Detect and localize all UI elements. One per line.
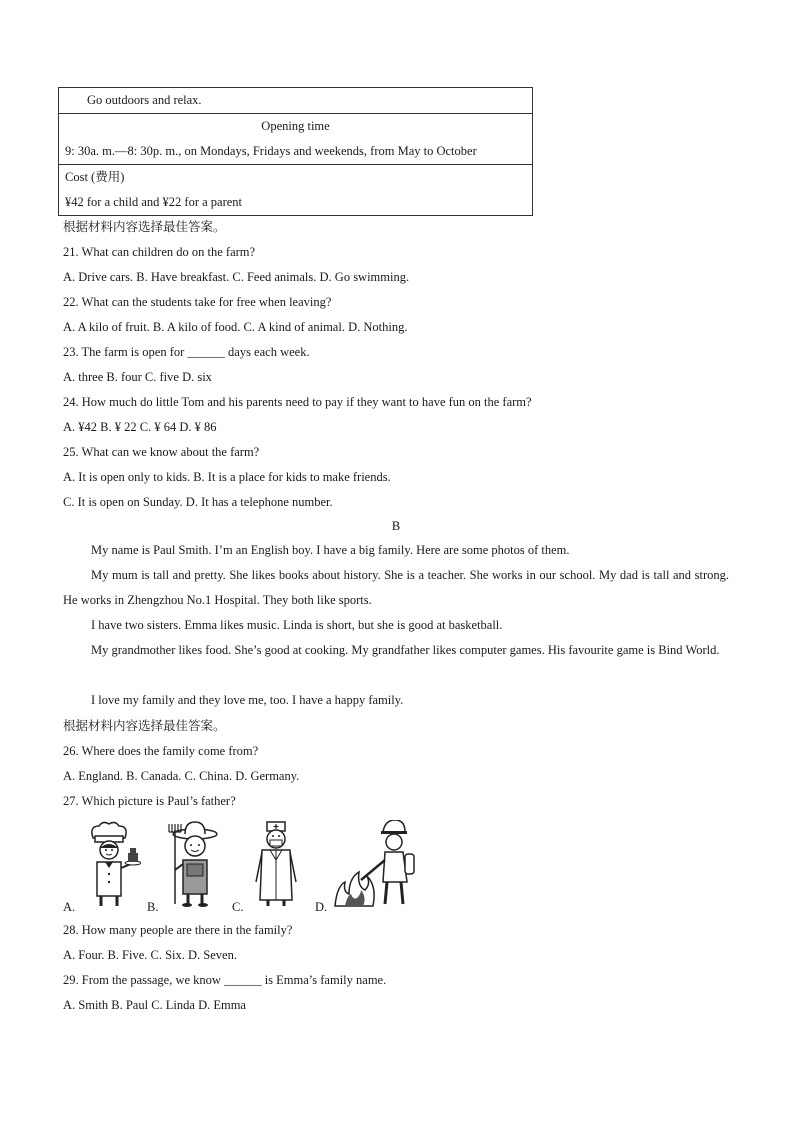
question-21-options: A. Drive cars. B. Have breakfast. C. Feed animals. D. Go swimming. [63,270,410,284]
opening-time-title: Opening time [261,119,330,133]
passage-paragraph-2: My mum is tall and pretty. She likes books about history. She is a teacher. She works in our school. My dad is tall and strong. He works in Zhengzhou No.1 Hospital. They both like sports. [63,568,729,607]
question-21: 21. What can children do on the farm? [63,245,256,259]
firefighter-picture [331,820,427,910]
picture-label-b: B. [147,900,159,914]
section-b-heading: B [391,519,401,533]
chef-picture [77,820,141,908]
instruction-b: 根据材料内容选择最佳答案。 [63,719,226,733]
question-22: 22. What can the students take for free when leaving? [63,295,332,309]
question-22-options: A. A kilo of fruit. B. A kilo of food. C. A kind of animal. D. Nothing. [63,320,408,334]
passage-paragraph-5: I love my family and they love me, too. I have a happy family. [91,693,404,707]
picture-label-a: A. [63,900,76,914]
question-28-options: A. Four. B. Five. C. Six. D. Seven. [63,948,237,962]
question-27-pictures [63,820,463,915]
picture-label-c: C. [232,900,244,914]
cost-title: Cost (费用) [65,170,125,184]
question-27: 27. Which picture is Paul’s father? [63,794,236,808]
question-25-options-cd: C. It is open on Sunday. D. It has a telephone number. [63,495,333,509]
activity-cell: Go outdoors and relax. [87,93,202,107]
question-23: 23. The farm is open for ______ days each week. [63,345,310,359]
question-24: 24. How much do little Tom and his parents need to pay if they want to have fun on the farm? [63,395,532,409]
farm-info-table [58,87,533,216]
picture-label-d: D. [315,900,328,914]
farmer-picture [161,820,225,908]
question-26-options: A. England. B. Canada. C. China. D. Germany. [63,769,300,783]
passage-paragraph-4: My grandmother likes food. She’s good at cooking. My grandfather likes computer games. His favourite game is Bind World. [91,643,720,657]
passage-paragraph-3: I have two sisters. Emma likes music. Linda is short, but she is good at basketball. [91,618,503,632]
question-29-options: A. Smith B. Paul C. Linda D. Emma [63,998,246,1012]
question-25-options-ab: A. It is open only to kids. B. It is a place for kids to make friends. [63,470,391,484]
doctor-picture [246,820,310,908]
opening-time-text: 9: 30a. m.—8: 30p. m., on Mondays, Fridays and weekends, from May to October [65,144,477,158]
question-28: 28. How many people are there in the family? [63,923,293,937]
cost-text: ¥42 for a child and ¥22 for a parent [65,195,243,209]
question-23-options: A. three B. four C. five D. six [63,370,212,384]
instruction-a: 根据材料内容选择最佳答案。 [63,220,226,234]
question-24-options: A. ¥42 B. ¥ 22 C. ¥ 64 D. ¥ 86 [63,420,217,434]
question-26: 26. Where does the family come from? [63,744,259,758]
question-29: 29. From the passage, we know ______ is Emma’s family name. [63,973,387,987]
question-25: 25. What can we know about the farm? [63,445,260,459]
passage-paragraph-1: My name is Paul Smith. I’m an English boy. I have a big family. Here are some photos of them. [91,543,570,557]
